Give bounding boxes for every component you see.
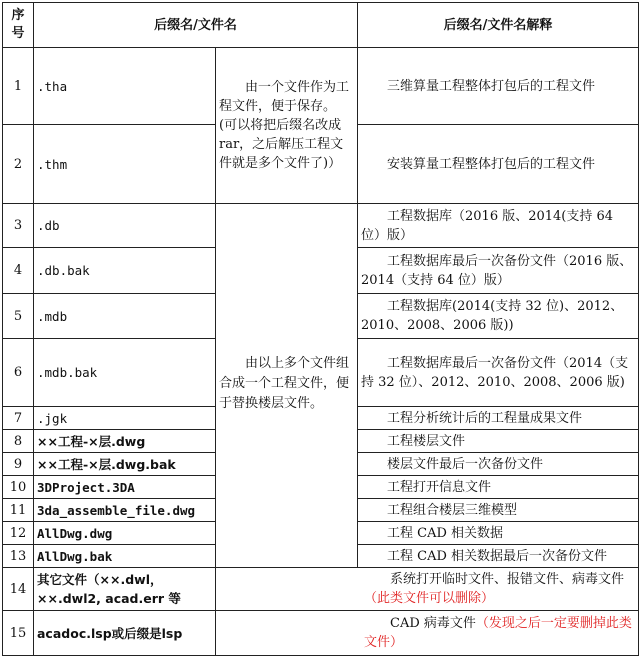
row-desc [358, 545, 639, 568]
row-name: .thm [34, 125, 216, 204]
row-name: AllDwg.dwg [34, 522, 216, 545]
row-name: .mdb.bak [34, 339, 216, 407]
row-desc-note: （发现之后一定要删掉此类文件） [364, 616, 632, 650]
row-name: .mdb [34, 294, 216, 339]
row-no: 14 [3, 568, 34, 611]
table-row [3, 204, 639, 248]
header-row [3, 3, 639, 48]
row-name: .tha [34, 48, 216, 125]
row-no: 6 [3, 339, 34, 407]
row-desc [358, 339, 639, 407]
row-no: 13 [3, 545, 34, 568]
group-note-2 [216, 204, 358, 568]
row-desc-text: 工程楼层文件 [387, 433, 466, 449]
row-desc [216, 568, 639, 611]
row-no: 2 [3, 125, 34, 204]
group-note-1 [216, 48, 358, 204]
row-desc-text: 三维算量工程整体打包后的工程文件 [387, 78, 596, 94]
row-desc [358, 476, 639, 499]
row-desc-text: 工程数据库最后一次备份文件（2014（支持 32 位）、2012、2010、2008、2006 版) [361, 355, 629, 390]
table-row [3, 48, 639, 125]
group-note-2-text: 由以上多个文件组合成一个工程文件，便于替换楼层文件。 [219, 356, 350, 411]
row-no: 10 [3, 476, 34, 499]
row-desc [358, 294, 639, 339]
row-desc [358, 248, 639, 294]
row-desc-text: 楼层文件最后一次备份文件 [387, 456, 544, 472]
row-name: 3da_assemble_file.dwg [34, 499, 216, 522]
row-desc [358, 522, 639, 545]
row-desc [358, 407, 639, 430]
row-no: 4 [3, 248, 34, 294]
row-no: 9 [3, 453, 34, 476]
row-name: 3DProject.3DA [34, 476, 216, 499]
header-desc: 后缀名/文件名解释 [358, 3, 639, 48]
row-desc-text: 工程组合楼层三维模型 [387, 502, 518, 518]
row-no: 3 [3, 204, 34, 248]
row-no: 12 [3, 522, 34, 545]
header-no: 序号 [3, 3, 34, 48]
row-desc [358, 125, 639, 204]
row-desc [358, 453, 639, 476]
row-name: .jgk [34, 407, 216, 430]
row-no: 1 [3, 48, 34, 125]
table-row [3, 611, 639, 656]
row-desc-text: 工程数据库(2014(支持 32 位)、2012、2010、2008、2006 版)) [361, 299, 624, 333]
row-desc-note: （此类文件可以删除） [364, 591, 495, 606]
row-desc-text: 安装算量工程整体打包后的工程文件 [387, 156, 596, 172]
row-desc-text: 工程打开信息文件 [387, 479, 492, 495]
row-name: ××工程-×层.dwg [34, 430, 216, 453]
row-desc-text: 工程 CAD 相关数据 [387, 525, 504, 541]
row-desc [216, 611, 639, 656]
row-desc-text: CAD 病毒文件 [390, 616, 476, 631]
row-no: 8 [3, 430, 34, 453]
group-note-1-text: 由一个文件作为工程文件，便于保存。(可以将把后缀名改成 rar，之后解压工程文件就是多个文件了)） [219, 80, 350, 171]
row-name: acadoc.lsp或后缀是lsp [34, 611, 216, 656]
table-row [3, 568, 639, 611]
row-desc [358, 48, 639, 125]
row-name: ××工程-×层.dwg.bak [34, 453, 216, 476]
row-desc-text: 工程数据库最后一次备份文件（2016 版、2014（支持 64 位）版） [361, 253, 633, 288]
row-desc [358, 204, 639, 248]
row-desc [358, 430, 639, 453]
row-name: .db [34, 204, 216, 248]
row-desc-text: 系统打开临时文件、报错文件、病毒文件 [390, 572, 625, 587]
row-no: 7 [3, 407, 34, 430]
row-no: 11 [3, 499, 34, 522]
row-name: AllDwg.bak [34, 545, 216, 568]
row-no: 15 [3, 611, 34, 656]
row-desc-text: 工程数据库（2016 版、2014(支持 64 位）版） [361, 208, 614, 243]
row-name: .db.bak [34, 248, 216, 294]
header-name: 后缀名/文件名 [34, 3, 358, 48]
row-desc-text: 工程 CAD 相关数据最后一次备份文件 [387, 548, 608, 564]
row-name: 其它文件（××.dwl，××.dwl2, acad.err 等 [34, 568, 216, 611]
row-desc [358, 499, 639, 522]
row-desc-text: 工程分析统计后的工程量成果文件 [387, 410, 583, 426]
file-extension-table [2, 2, 639, 656]
row-no: 5 [3, 294, 34, 339]
